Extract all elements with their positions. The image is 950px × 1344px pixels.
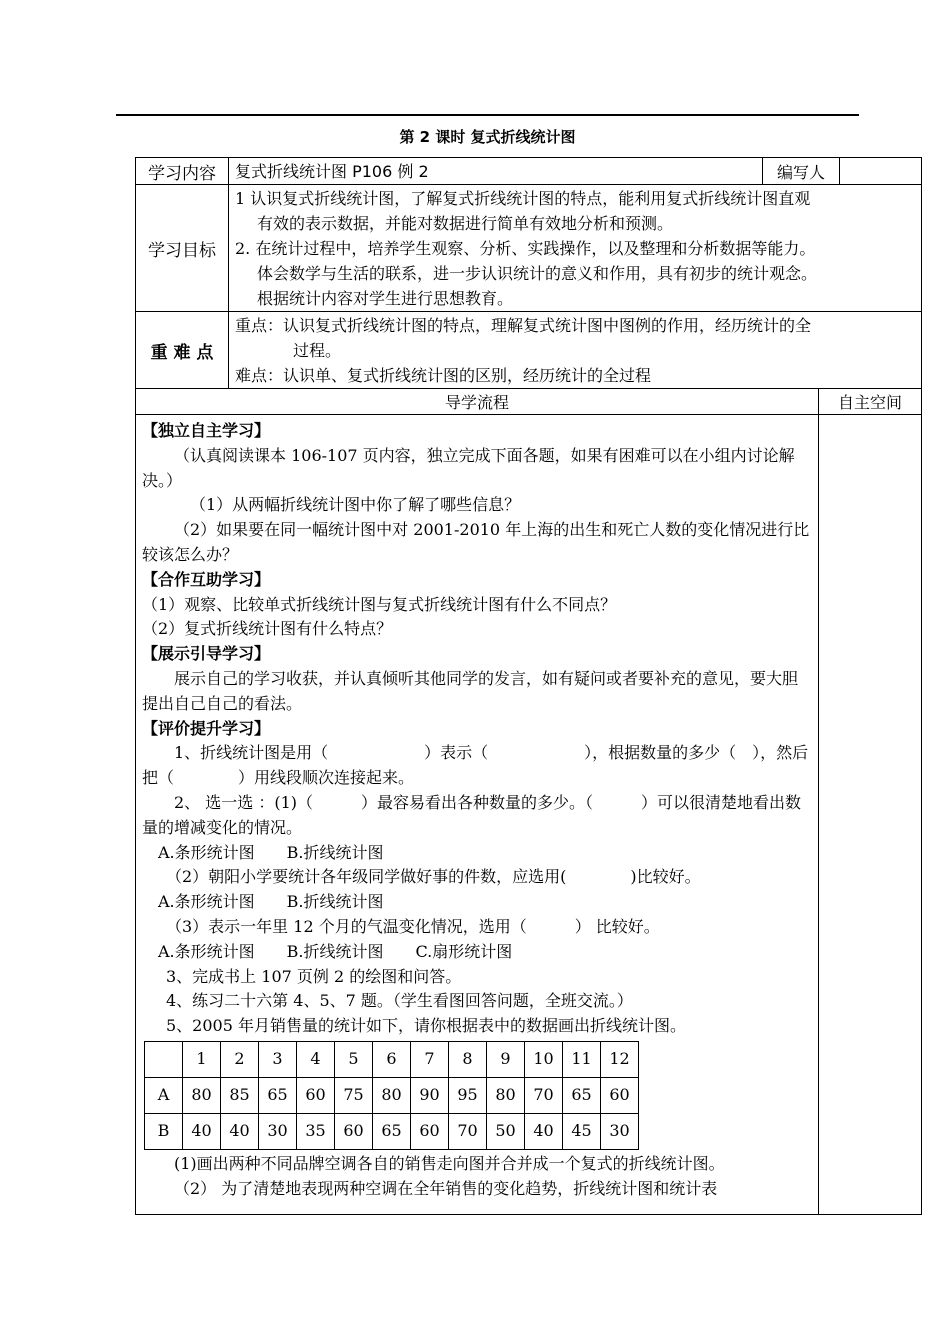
- top-rule: [116, 114, 859, 116]
- self-space: [819, 415, 922, 1215]
- goals-label: 学习目标: [136, 185, 229, 312]
- table-cell: 80: [183, 1077, 221, 1113]
- month-header: 10: [525, 1041, 563, 1077]
- section-title: 【独立自主学习】: [142, 421, 271, 440]
- month-header: 1: [183, 1041, 221, 1077]
- table-cell: 65: [373, 1113, 411, 1149]
- question: 1、折线统计图是用（ ）表示（ ），根据数量的多少（ ），然后把（ ）用线段顺次连接起来。: [142, 743, 809, 788]
- month-header: 3: [259, 1041, 297, 1077]
- flow-header: 导学流程: [136, 389, 819, 415]
- question: （2） 为了清楚地表现两种空调在全年销售的变化趋势，折线统计图和统计表: [174, 1178, 718, 1198]
- goals-content: [229, 185, 922, 312]
- question: （2）朝阳小学要统计各年级同学做好事的件数，应选用( )比较好。: [166, 867, 701, 887]
- table-cell: 30: [259, 1113, 297, 1149]
- table-cell: 60: [297, 1077, 335, 1113]
- question: （2）复式折线统计图有什么特点？: [142, 619, 393, 639]
- table-cell: 40: [525, 1113, 563, 1149]
- question: 2、 选一选 ：(1)（ ）最容易看出各种数量的多少。（ ）可以很清楚地看出数量的增减变化的情况。: [142, 792, 802, 837]
- options: A.条形统计图 B.折线统计图: [158, 892, 384, 912]
- table-cell: 65: [259, 1077, 297, 1113]
- row-label: A: [145, 1077, 183, 1113]
- table-cell: 85: [221, 1077, 259, 1113]
- table-row: [145, 1041, 639, 1077]
- question: （1）观察、比较单式折线统计图与复式折线统计图有什么不同点？: [142, 594, 617, 614]
- question: （1）从两幅折线统计图中你了解了哪些信息？: [190, 495, 521, 515]
- section-title: 【展示引导学习】: [142, 644, 271, 664]
- question: （2）如果要在同一幅统计图中对 2001-2010 年上海的出生和死亡人数的变化情况进行比较该怎么办？: [142, 520, 810, 564]
- month-header: 9: [487, 1041, 525, 1077]
- table-cell: 60: [335, 1113, 373, 1149]
- writer-label: 编写人: [763, 158, 840, 185]
- goal-line: 体会数学与生活的联系，进一步认识统计的意义和作用，具有初步的统计观念。: [257, 264, 818, 283]
- question: 3、完成书上 107 页例 2 的绘图和问答。: [166, 966, 462, 986]
- table-cell: 30: [601, 1113, 639, 1149]
- table-cell: 45: [563, 1113, 601, 1149]
- month-header: 4: [297, 1041, 335, 1077]
- table-cell: 80: [487, 1077, 525, 1113]
- month-header: 12: [601, 1041, 639, 1077]
- table-cell: 35: [297, 1113, 335, 1149]
- goal-line: 2. 在统计过程中，培养学生观察、分析、实践操作，以及整理和分析数据等能力。: [235, 239, 816, 258]
- table-cell: 95: [449, 1077, 487, 1113]
- table-cell: 70: [525, 1077, 563, 1113]
- table-cell: 65: [563, 1077, 601, 1113]
- table-cell: 50: [487, 1113, 525, 1149]
- goal-line: 1 认识复式折线统计图，了解复式折线统计图的特点，能利用复式折线统计图直观: [235, 189, 811, 208]
- question: (1)画出两种不同品牌空调各自的销售走向图并合并成一个复式的折线统计图。: [174, 1153, 725, 1173]
- content-label: 学习内容: [136, 158, 229, 185]
- question: 5、2005 年月销售量的统计如下，请你根据表中的数据画出折线统计图。: [166, 1016, 686, 1036]
- keypoints-content: [229, 312, 922, 389]
- flow-content: [136, 415, 819, 1215]
- table-cell: 70: [449, 1113, 487, 1149]
- lesson-table: [135, 157, 922, 1215]
- options: A.条形统计图 B.折线统计图: [158, 842, 384, 862]
- table-row: [145, 1113, 639, 1149]
- table-cell: 75: [335, 1077, 373, 1113]
- keypoints-label: 重 难 点: [136, 312, 229, 389]
- table-cell: 90: [411, 1077, 449, 1113]
- content-value: 复式折线统计图 P106 例 2: [229, 158, 763, 185]
- goal-line: 根据统计内容对学生进行思想教育。: [257, 289, 514, 308]
- month-header: 8: [449, 1041, 487, 1077]
- section-title: 【评价提升学习】: [142, 718, 271, 738]
- paragraph: 展示自己的学习收获，并认真倾听其他同学的发言，如有疑问或者要补充的意见，要大胆提出自己自己的看法。: [142, 668, 799, 713]
- options: A.条形统计图 B.折线统计图 C.扇形统计图: [158, 941, 513, 961]
- table-row: [145, 1077, 639, 1113]
- question: 4、练习二十六第 4、5、7 题。（学生看图回答问题，全班交流。）: [166, 991, 633, 1011]
- table-cell: 60: [601, 1077, 639, 1113]
- sales-table: [144, 1041, 639, 1150]
- table-cell: 80: [373, 1077, 411, 1113]
- month-header: 7: [411, 1041, 449, 1077]
- table-corner: [145, 1041, 183, 1077]
- keypoint-line: 难点：认识单、复式折线统计图的区别，经历统计的全过程: [235, 366, 652, 385]
- keypoint-line: 重点：认识复式折线统计图的特点，理解复式统计图中图例的作用，经历统计的全: [235, 316, 812, 335]
- month-header: 5: [335, 1041, 373, 1077]
- writer-value: [840, 158, 922, 185]
- table-cell: 40: [221, 1113, 259, 1149]
- keypoint-line: 过程。: [293, 341, 342, 360]
- month-header: 6: [373, 1041, 411, 1077]
- month-header: 11: [563, 1041, 601, 1077]
- page-title: 第 2 课时 复式折线统计图: [399, 128, 576, 146]
- row-label: B: [145, 1113, 183, 1149]
- section-title: 【合作互助学习】: [142, 569, 271, 589]
- self-space-header: 自主空间: [819, 389, 922, 415]
- month-header: 2: [221, 1041, 259, 1077]
- table-cell: 40: [183, 1113, 221, 1149]
- paragraph: （认真阅读课本 106-107 页内容，独立完成下面各题，如果有困难可以在小组内讨论解决。）: [142, 445, 795, 490]
- question: （3）表示一年里 12 个月的气温变化情况，选用（ ） 比较好。: [166, 916, 660, 936]
- goal-line: 有效的表示数据，并能对数据进行简单有效地分析和预测。: [257, 214, 674, 233]
- table-cell: 60: [411, 1113, 449, 1149]
